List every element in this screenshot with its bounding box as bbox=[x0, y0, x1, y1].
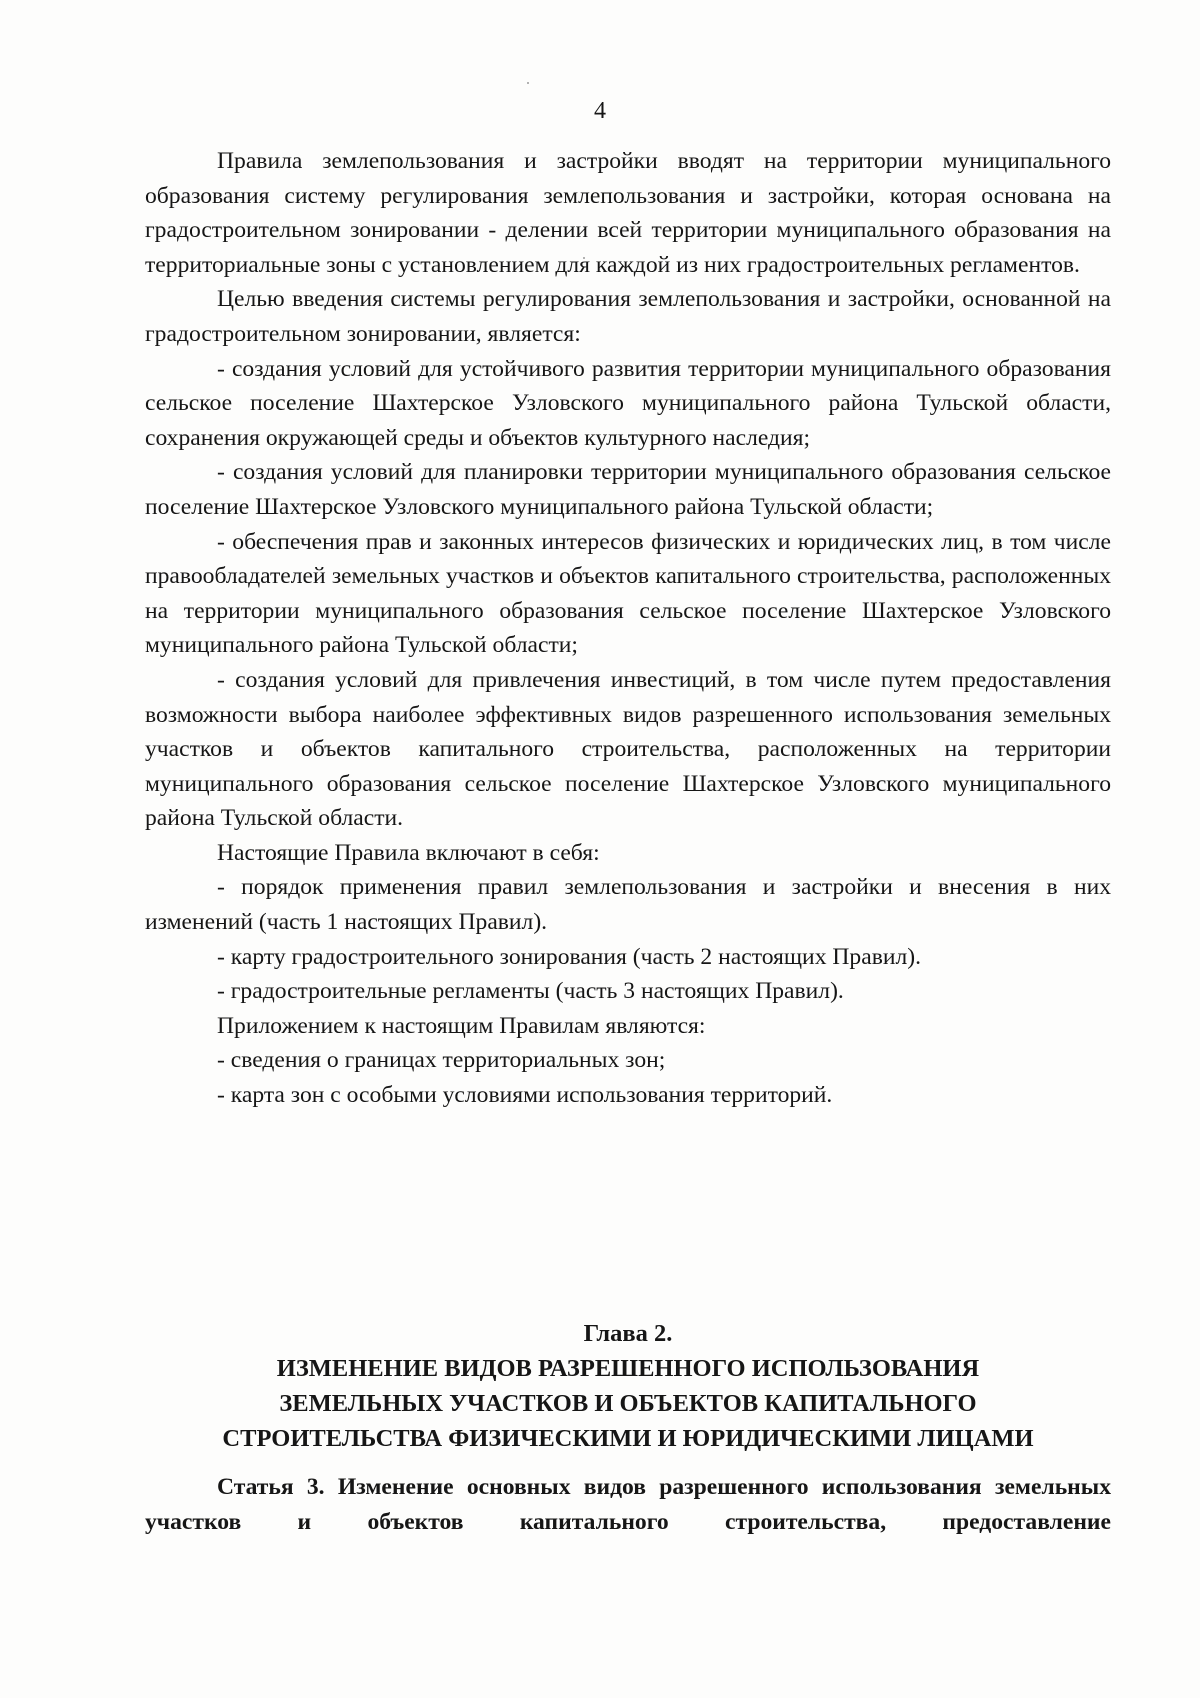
chapter-number: Глава 2. bbox=[583, 1320, 673, 1347]
paragraph-appendix-intro: Приложением к настоящим Правилам являются: bbox=[217, 1012, 706, 1039]
scan-speck bbox=[527, 82, 529, 84]
list-item-part-2: - карту градостроительного зонирования (часть 2 настоящих Правил). bbox=[217, 943, 921, 970]
list-item-planning: - создания условий для планировки территории муниципального образования сельское поселение Шахтерское Узловского муниципального района Тульской области; bbox=[145, 459, 1111, 520]
chapter-title-line: СТРОИТЕЛЬСТВА ФИЗИЧЕСКИМИ И ЮРИДИЧЕСКИМИ ЛИЦАМИ bbox=[222, 1425, 1034, 1452]
paragraph-contents-intro: Настоящие Правила включают в себя: bbox=[217, 839, 600, 866]
chapter-heading bbox=[145, 1316, 1111, 1456]
list-item-sustainable-development: - создания условий для устойчивого развития территории муниципального образования сельское поселение Шахтерское Узловского муниципального района Тульской области, сохранения окружающей среды и объектов культурного наследия; bbox=[145, 355, 1111, 451]
paragraph-intro: Правила землепользования и застройки вводят на территории муниципального образования систему регулирования землепользования и застройки, которая основана на градостроительном зонировании - делении всей территории муниципального образования на территориальные зоны с установлением для каждой из них градостроительных регламентов. bbox=[145, 148, 1111, 278]
body-text bbox=[145, 144, 1111, 1113]
chapter-title-line: ИЗМЕНЕНИЕ ВИДОВ РАЗРЕШЕННОГО ИСПОЛЬЗОВАНИЯ bbox=[276, 1355, 980, 1382]
list-item-rights: - обеспечения прав и законных интересов физических и юридических лиц, в том числе правообладателей земельных участков и объектов капитального строительства, расположенных на территории муниципального образования сельское поселение Шахтерское Узловского муниципального района Тульской области; bbox=[145, 528, 1111, 659]
article-heading: Статья 3. Изменение основных видов разрешенного использования земельных участков и объектов капитального строительства, предоставление bbox=[145, 1474, 1111, 1535]
list-item-special-zones-map: - карта зон с особыми условиями использования территорий. bbox=[217, 1082, 833, 1109]
list-item-part-1: - порядок применения правил землепользования и застройки и внесения в них изменений (часть 1 настоящих Правил). bbox=[145, 874, 1111, 936]
chapter-title-line: ЗЕМЕЛЬНЫХ УЧАСТКОВ И ОБЪЕКТОВ КАПИТАЛЬНОГО bbox=[279, 1390, 977, 1417]
page-number: 4 bbox=[594, 98, 606, 124]
paragraph-goal: Целью введения системы регулирования землепользования и застройки, основанной на градостроительном зонировании, является: bbox=[145, 286, 1111, 347]
list-item-part-3: - градостроительные регламенты (часть 3 настоящих Правил). bbox=[217, 978, 844, 1005]
list-item-zone-boundaries: - сведения о границах территориальных зон; bbox=[217, 1047, 666, 1074]
list-item-investment: - создания условий для привлечения инвестиций, в том числе путем предоставления возможности выбора наиболее эффективных видов разрешенного использования земельных участков и объектов капитального строительства, расположенных на территории муниципального образования сельское поселение Шахтерское Узловского муниципального района Тульской области. bbox=[145, 666, 1111, 832]
